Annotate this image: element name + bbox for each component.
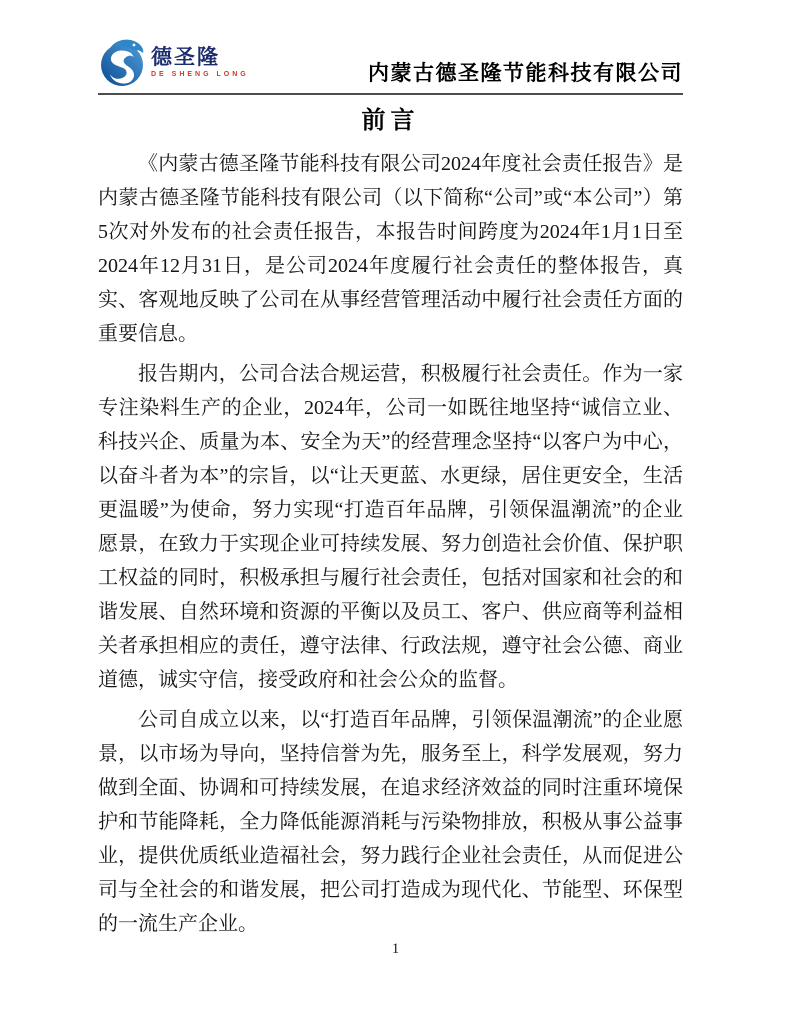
document-body — [98, 106, 683, 941]
document-title: 前言 — [361, 108, 420, 134]
page-number: 1 — [391, 941, 400, 957]
logo-brand-cn: 德圣隆 — [151, 46, 220, 69]
logo-brand-en: DE SHENG LONG — [151, 71, 249, 78]
dragon-s-logo-icon — [98, 36, 148, 88]
paragraph-reporting-period: 报告期内，公司合法合规运营，积极履行社会责任。作为一家专注染料生产的企业，2024年，公司一如既往地坚持“诚信立业、科技兴企、质量为本、安全为天”的经营理念坚持“以客户为中心，以奋斗者为本”的宗旨，以“让天更蓝、水更绿，居住更安全，生活更温暖”为使命，努力实现“打造百年品牌，引领保温潮流”的企业愿景，在致力于实现企业可持续发展、努力创造社会价值、保护职工权益的同时，积极承担与履行社会责任，包括对国家和社会的和谐发展、自然环境和资源的平衡以及员工、客户、供应商等利益相关者承担相应的责任，遵守法律、行政法规，遵守社会公德、商业道德，诚实守信，接受政府和社会公众的监督。 — [98, 363, 683, 691]
header-divider — [98, 93, 683, 95]
logo-wordmark — [151, 36, 249, 78]
page-footer — [0, 940, 791, 958]
company-logo — [98, 36, 249, 88]
paragraph-report-scope: 《内蒙古德圣隆节能科技有限公司2024年度社会责任报告》是内蒙古德圣隆节能科技有限公司（以下简称“公司”或“本公司”）第5次对外发布的社会责任报告，本报告时间跨度为2024年1月1日至2024年12月31日，是公司2024年度履行社会责任的整体报告，真实、客观地反映了公司在从事经营管理活动中履行社会责任方面的重要信息。 — [98, 153, 683, 345]
paragraph-company-vision: 公司自成立以来，以“打造百年品牌，引领保温潮流”的企业愿景，以市场为导向，坚持信誉为先，服务至上，科学发展观，努力做到全面、协调和可持续发展，在追求经济效益的同时注重环境保护和节能降耗，全力降低能源消耗与污染物排放，积极从事公益事业，提供优质纸业造福社会，努力践行企业社会责任，从而促进公司与全社会的和谐发展，把公司打造成为现代化、节能型、环保型的一流生产企业。 — [98, 709, 683, 935]
page-header — [98, 36, 683, 88]
company-name: 内蒙古德圣隆节能科技有限公司 — [368, 61, 683, 85]
